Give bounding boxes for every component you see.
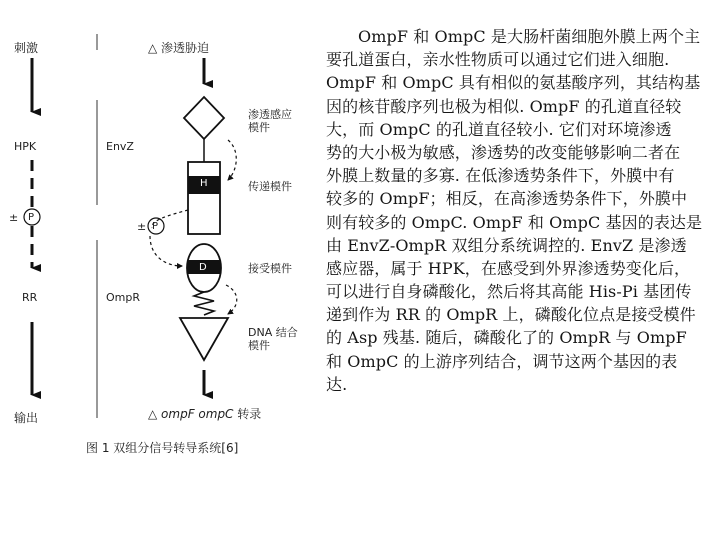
- text-line: 感应器，属于 HPK，在感受到外界渗透势变化后，: [326, 258, 691, 278]
- text-line: 势的大小极为敏感，渗透势的改变能够影响二者在: [326, 142, 681, 162]
- text-line: OmpF 和 OmpC 是大肠杆菌细胞外膜上两个主: [358, 27, 701, 46]
- text-line: 则有较多的 OmpC. OmpF 和 OmpC 基因的表达是: [326, 212, 703, 232]
- text-line: 可以进行自身磷酸化，然后将其高能 His-Pi 基团传: [326, 282, 692, 302]
- figure-caption: 图 1 双组分信号转导系统[6]: [86, 441, 239, 455]
- sensor-module-label-2: 模件: [248, 121, 270, 134]
- hpk-label: HPK: [14, 140, 37, 153]
- figure-drawing: [0, 0, 305, 470]
- text-line: 递到作为 RR 的 OmpR 上，磷酸化位点是接受模件: [326, 305, 696, 325]
- transfer-curve-out: [150, 236, 182, 266]
- phospho-sign-left: ±: [9, 211, 19, 224]
- phospho-p-left: P: [28, 212, 35, 223]
- text-line: 的 Asp 残基. 随后，磷酸化了的 OmpR 与 OmpF: [326, 328, 687, 348]
- transcription-prefix: △: [148, 407, 162, 421]
- transmitter-module-label: 传递模件: [248, 180, 292, 193]
- ompr-label: OmpR: [106, 291, 140, 304]
- text-line: OmpF 和 OmpC 具有相似的氨基酸序列，其结构基: [326, 73, 701, 93]
- text-line: 因的核苷酸序列也极为相似. OmpF 的孔道直径较: [326, 96, 682, 116]
- receiver-feedback-arrow: [226, 285, 237, 314]
- body-text: [326, 25, 716, 396]
- text-line: 外膜上数量的多寡. 在低渗透势条件下，外膜中有: [326, 166, 675, 186]
- linker-spring: [194, 292, 214, 315]
- dna-module-label-1: DNA 结合: [248, 326, 298, 339]
- output-label: 输出: [14, 411, 39, 425]
- transcription-genes: ompF ompC: [161, 407, 234, 421]
- rr-label: RR: [22, 291, 38, 304]
- stimulus-label: 刺激: [14, 41, 39, 55]
- text-line: 由 EnvZ-OmpR 双组分系统调控的. EnvZ 是渗透: [326, 235, 687, 255]
- signal-transduction-figure: [0, 0, 305, 470]
- sensor-diamond: [184, 97, 224, 139]
- sensor-feedback-arrow: [228, 140, 236, 180]
- phospho-sign-right: ±: [137, 220, 147, 233]
- text-line: 达.: [326, 374, 348, 394]
- text-line: 和 OmpC 的上游序列结合，调节这两个基因的表: [326, 351, 678, 371]
- dna-binding-triangle: [180, 318, 228, 360]
- text-line: 要孔道蛋白，亲水性物质可以通过它们进入细胞.: [326, 50, 670, 70]
- envz-label: EnvZ: [106, 140, 134, 153]
- receiver-module-label: 接受模件: [248, 262, 292, 275]
- transcription-suffix: 转录: [233, 407, 262, 421]
- dna-module-label-2: 模件: [248, 339, 270, 352]
- phospho-p-right: P: [152, 221, 159, 232]
- text-line: 较多的 OmpF；相反，在高渗透势条件下，外膜中: [326, 189, 688, 209]
- transcription-label: [148, 408, 261, 421]
- osmotic-stress-label: △ 渗透胁迫: [148, 41, 210, 55]
- h-band-label: H: [200, 178, 208, 189]
- d-band-label: D: [199, 262, 207, 273]
- text-line: 大，而 OmpC 的孔道直径较小. 它们对环境渗透: [326, 119, 672, 139]
- transmitter-box: [188, 162, 220, 234]
- sensor-module-label-1: 渗透感应: [248, 108, 292, 121]
